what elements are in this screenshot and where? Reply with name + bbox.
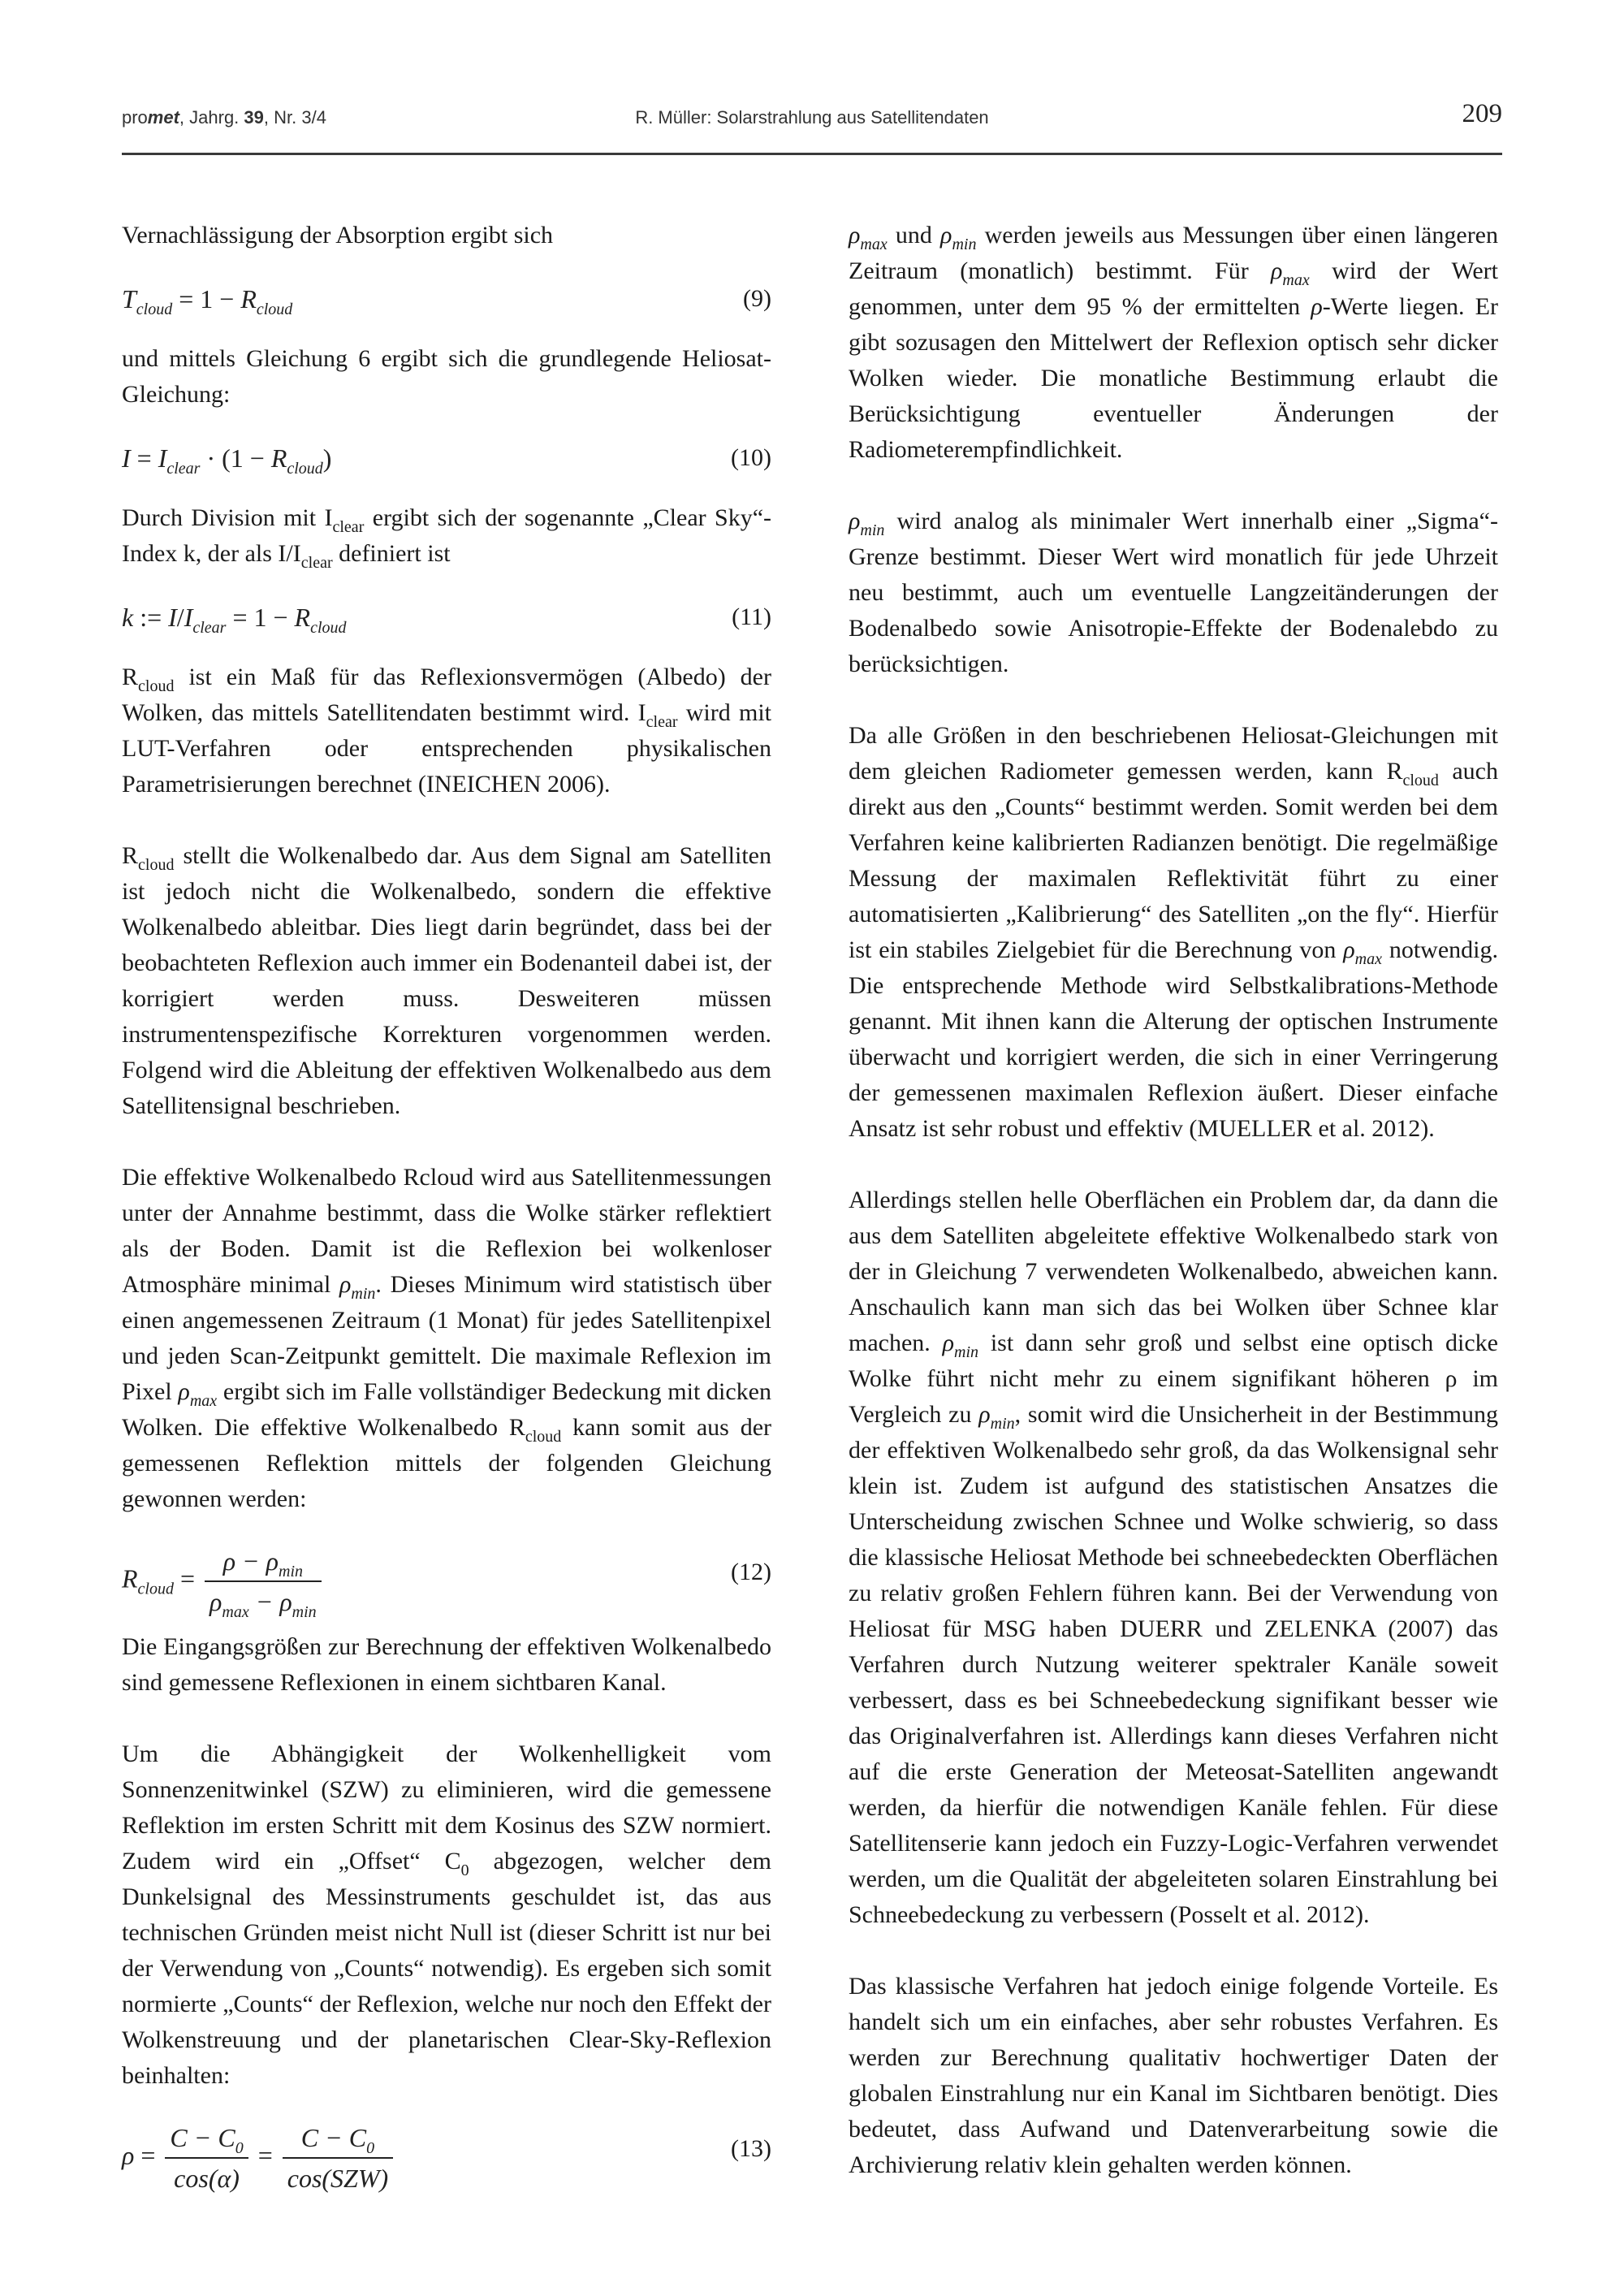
- page-number: 209: [1462, 99, 1502, 128]
- equation-number: (10): [731, 444, 771, 471]
- paragraph: $R_{cloud}$ ist ein Maß für das Reflexionsvermögen (Albedo) der Wolken, das mittels Satellitendaten bestimmt wird. $I_{clear}$ wird mit LUT-Verfahren oder entsprechenden physikalischen Parametrisierungen berechnet (INEICHEN 2006).: [122, 664, 771, 798]
- paragraph: $R_{cloud}$ stellt die Wolkenalbedo dar. Aus dem Signal am Satelliten ist jedoch nicht die Wolkenalbedo, sondern die effektive Wolkenalbedo ableitbar. Dies liegt darin begründet, dass bei der beobachteten Reflexion auch immer ein Bodenanteil dabei ist, der korrigiert werden muss. Desweiteren müssen instrumentenspezifische Korrekturen vorgenommen werden. Folgend wird die Ableitung der effektiven Wolkenalbedo aus dem Satellitensignal beschrieben.: [122, 842, 771, 1119]
- equation-13: ρ = $\frac{C - C_0}{\cos(\alpha)}$ = $\frac{C - C_0}{\text{cos(SZW)}}$ (13): [122, 2113, 771, 2186]
- paragraph: $\rho_{max}$ und $\rho_{min}$ werden jeweils aus Messungen über einen längeren Zeitraum (monatlich) bestimmt. Für $\rho_{max}$ wird der Wert genommen, unter dem 95 % der ermittelten ρ-Werte liegen. Er gibt sozusagen den Mittelwert der Reflexion optisch sehr dicker Wolken wieder. Die monatliche Bestimmung erlaubt die Berücksichtigung eventueller Änderungen der Radiometerempfindlichkeit.: [849, 222, 1499, 463]
- running-title: R. Müller: Solarstrahlung aus Satellitendaten: [635, 107, 989, 128]
- paragraph: Die Eingangsgrößen zur Berechnung der effektiven Wolkenalbedo sind gemessene Reflexionen in einem sichtbaren Kanal.: [122, 1633, 771, 1696]
- paragraph: Da alle Größen in den beschriebenen Heliosat-Gleichungen mit dem gleichen Radiometer gemessen werden, kann $R_{cloud}$ auch direkt aus den „Counts“ bestimmt werden. Somit werden bei dem Verfahren keine kalibrierten Radianzen benötigt. Die regelmäßige Messung der maximalen Reflektivität führt zu einer automatisierten „Kalibrierung“ des Satelliten „on the fly“. Hierfür ist ein stabiles Zielgebiet für die Berechnung von $\rho_{max}$ notwendig. Die entsprechende Methode wird Selbstkalibrations-Methode genannt. Mit ihnen kann die Alterung der optischen Instrumente überwacht und korrigiert werden, die sich in einer Verringerung der gemessenen maximalen Reflexion äußert. Dieser einfache Ansatz ist sehr robust und effektiv (MUELLER et al. 2012).: [849, 722, 1499, 1142]
- page-header: [122, 96, 1502, 155]
- equation-10: $I = I_{clear} \cdot (1 - R_{cloud})$ (10): [122, 440, 771, 481]
- equation-11: k := $I/I_{clear} = 1 - R_{cloud}$ (11): [122, 599, 771, 640]
- paragraph: Um die Abhängigkeit der Wolkenhelligkeit vom Sonnenzenitwinkel (SZW) zu eliminieren, wird die gemessene Reflektion im ersten Schritt mit dem Kosinus des SZW normiert. Zudem wird ein „Offset“ $C_0$ abgezogen, welcher dem Dunkelsignal des Messinstruments geschuldet ist, das aus technischen Gründen meist nicht Null ist (dieser Schritt ist nur bei der Verwendung von „Counts“ notwendig). Es ergeben sich somit normierte „Counts“ der Reflexion, welche nur noch den Effekt der Wolkenstreuung und der planetarischen Clear-Sky-Reflexion beinhalten:: [122, 1740, 772, 2089]
- paragraph: Die effektive Wolkenalbedo Rcloud wird aus Satellitenmessungen unter der Annahme bestimmt, dass die Wolke stärker reflektiert als der Boden. Damit ist die Reflexion bei wolkenloser Atmosphäre minimal $\rho_{min}$. Dieses Minimum wird statistisch über einen angemessenen Zeitraum (1 Monat) für jedes Satellitenpixel und jeden Scan-Zeitpunkt gemittelt. Die maximale Reflexion im Pixel $\rho_{max}$ ergibt sich im Falle vollständiger Bedeckung mit dicken Wolken. Die effektive Wolkenalbedo $R_{cloud}$ kann somit aus der gemessenen Reflektion mittels der folgenden Gleichung gewonnen werden:: [122, 1164, 772, 1512]
- left-column: [122, 218, 771, 2206]
- equation-9: $T_{cloud} = 1 - R_{cloud}$ (9): [122, 281, 771, 322]
- equation-number: (11): [732, 603, 771, 630]
- equation-number: (9): [743, 285, 771, 312]
- right-column: [849, 218, 1498, 2183]
- paragraph: Durch Division mit $I_{clear}$ ergibt sich der sogenannte „Clear Sky“-Index k, der als $I/I_{clear}$ definiert ist: [122, 504, 772, 572]
- paragraph: Allerdings stellen helle Oberflächen ein Problem dar, da dann die aus dem Satelliten abgeleitete effektive Wolkenalbedo stark von der in Gleichung 7 verwendeten Wolkenalbedo, abweichen kann. Anschaulich kann man sich das bei Wolken über Schnee klar machen. $\rho_{min}$ ist dann sehr groß und selbst eine optisch dicke Wolke führt nicht mehr zu einem signifikant höheren ρ im Vergleich zu $\rho_{min}$, somit wird die Unsicherheit in der Bestimmung der effektiven Wolkenalbedo sehr groß, da das Wolkensignal sehr klein ist. Zudem ist aufgund des statistischen Ansatzes die Unterscheidung zwischen Schnee und Wolke schwierig, so dass die klassische Heliosat Methode bei schneebedeckten Oberflächen zu relativ großen Fehlern führen kann. Bei der Verwendung von Heliosat für MSG haben DUERR und ZELENKA (2007) das Verfahren durch Nutzung weiterer spektraler Kanäle soweit verbessert, dass es bei Schneebedeckung signifikant besser wie das Originalverfahren ist. Allerdings kann dieses Verfahren nicht auf die erste Generation der Meteosat-Satelliten angewandt werden, da hierfür die notwendigen Kanäle fehlen. Für diese Satellitenserie kann jedoch ein Fuzzy-Logic-Verfahren verwendet werden, um die Qualität der abgeleiteten solaren Einstrahlung bei Schneebedeckung zu verbessern (Posselt et al. 2012).: [849, 1187, 1498, 1928]
- paragraph: und mittels Gleichung 6 ergibt sich die grundlegende Heliosat-Gleichung:: [122, 345, 771, 408]
- journal-reference: promet, Jahrg. 39, Nr. 3/4: [122, 107, 326, 128]
- equation-number: (13): [731, 2135, 771, 2162]
- equation-number: (12): [731, 1559, 771, 1585]
- equation-12: $R_{cloud}$ = $\frac{\rho - \rho_{min}}{\rho_{max} - \rho_{min}}$ (12): [122, 1537, 771, 1610]
- paragraph: Vernachlässigung der Absorption ergibt sich: [122, 222, 554, 249]
- paragraph: $\rho_{min}$ wird analog als minimaler Wert innerhalb einer „Sigma“-Grenze bestimmt. Dieser Wert wird monatlich für jede Uhrzeit neu bestimmt, auch um eventuelle Langzeitänderungen der Bodenalbedo sowie Anisotropie-Effekte der Bodenalebdo zu berücksichtigen.: [849, 508, 1498, 677]
- paragraph: Das klassische Verfahren hat jedoch einige folgende Vorteile. Es handelt sich um ein einfaches, aber sehr robustes Verfahren. Es werden zur Berechnung qualitativ hochwertiger Daten der globalen Einstrahlung nur ein Kanal im Sichtbaren benötigt. Dies bedeutet, dass Aufwand und Datenverarbeitung sowie die Archivierung relativ klein gehalten werden können.: [849, 1973, 1498, 2178]
